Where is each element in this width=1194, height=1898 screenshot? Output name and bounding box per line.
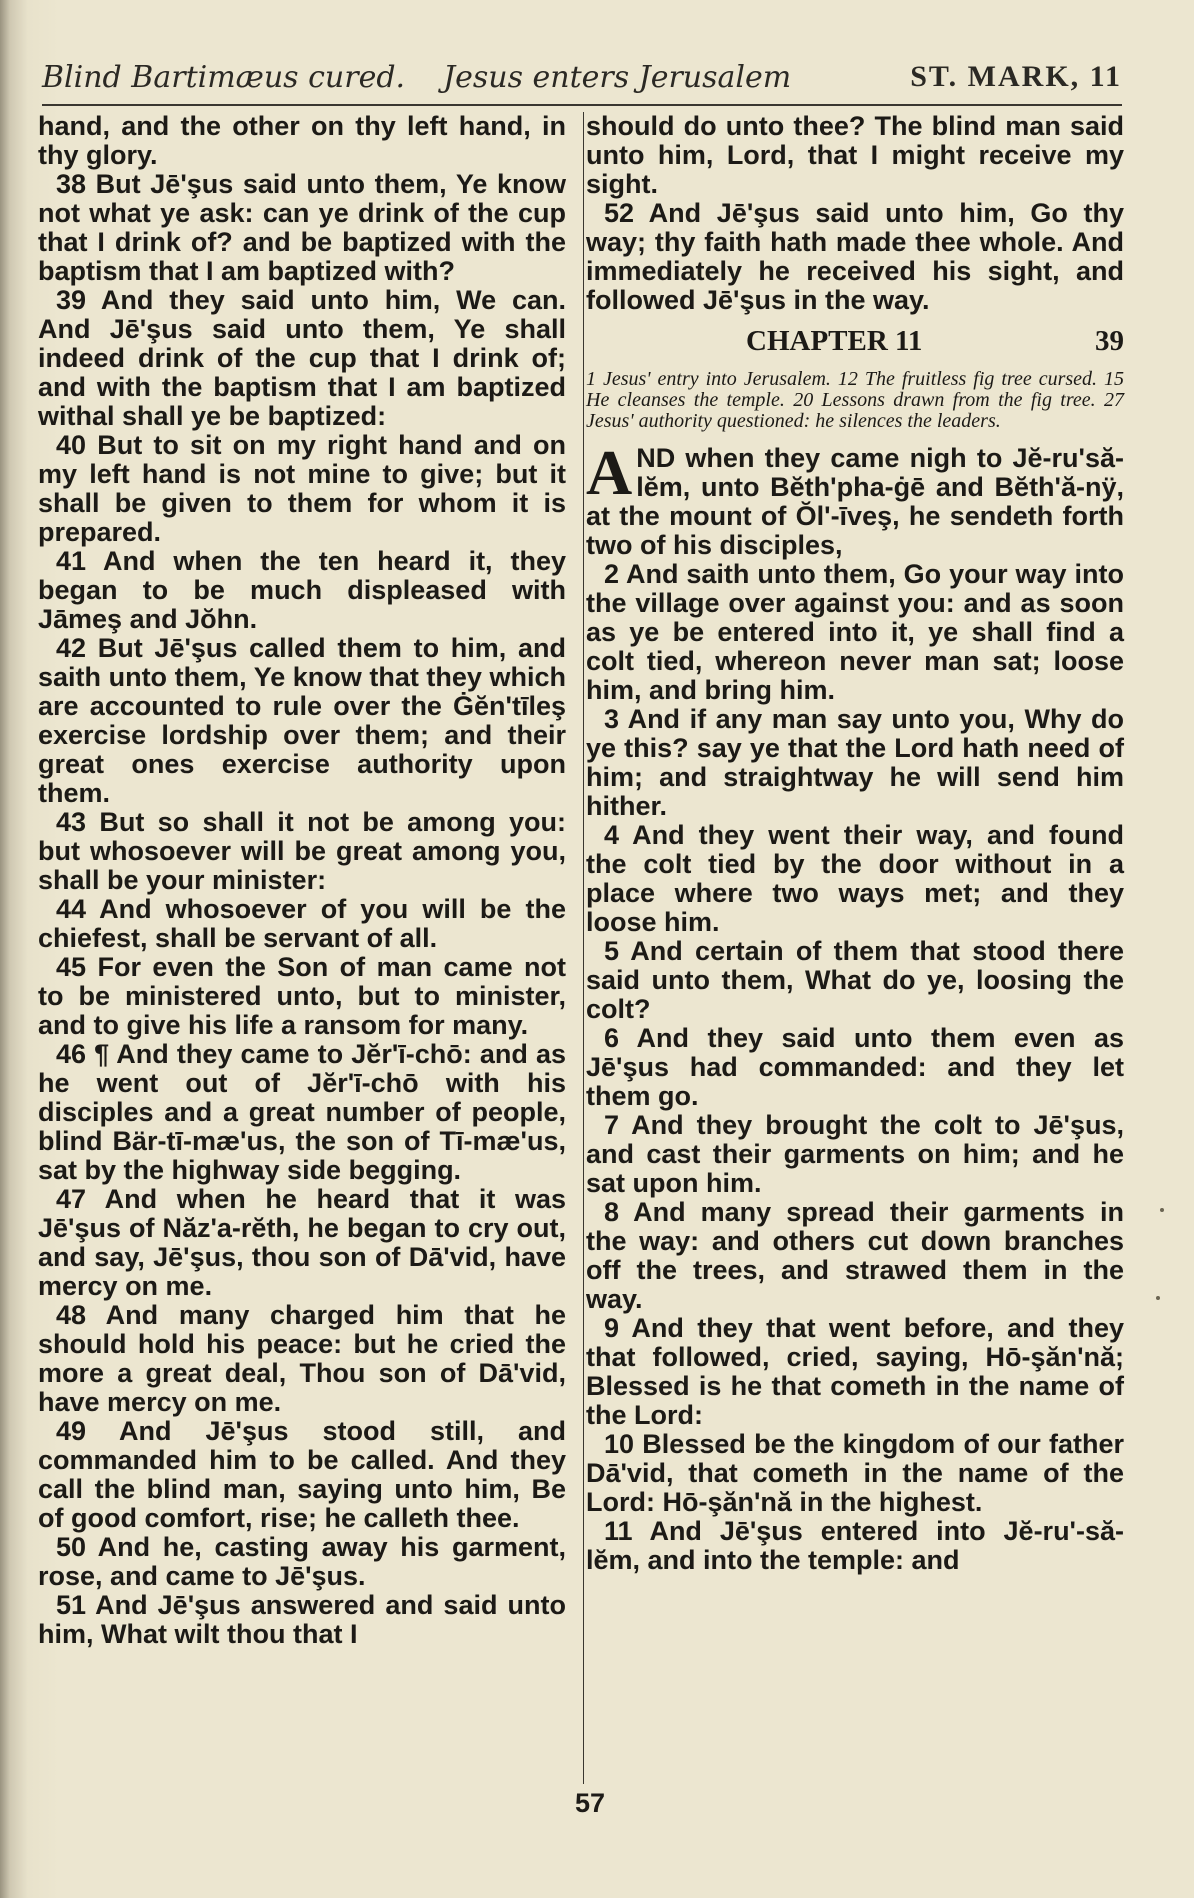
verse: 8 And many spread their garments in the way: and others cut down branches off the trees, and strawed them in the way.	[586, 1197, 1124, 1314]
chapter-heading	[586, 327, 1124, 359]
verse: should do unto thee? The blind man said unto him, Lord, that I might receive my sight.	[586, 111, 1124, 199]
page-number: 57	[574, 1788, 606, 1818]
verse: 39 And they said unto him, We can. And Jē'şus said unto them, Ye shall indeed drink of the cup that I drink of; and with the baptism that I am baptized withal shall ye be baptized:	[38, 285, 566, 431]
verse: 3 And if any man say unto you, Why do ye this? say ye that the Lord hath need of him; and straightway he will send him hither.	[586, 704, 1124, 821]
verse: 46 ¶ And they came to Jĕr'ī-chō: and as he went out of Jĕr'ī-chō with his disciples and a great number of people, blind Bär-tī-mæ'us, the son of Tī-mæ'us, sat by the highway side begging.	[38, 1039, 566, 1185]
running-header	[42, 52, 1122, 102]
header-topics	[42, 60, 791, 95]
header-rule	[42, 104, 1122, 106]
verse: 45 For even the Son of man came not to be ministered unto, but to minister, and to give his life a ransom for many.	[38, 952, 566, 1040]
verse: 5 And certain of them that stood there said unto them, What do ye, loosing the colt?	[586, 936, 1124, 1024]
verse: hand, and the other on thy left hand, in thy glory.	[38, 111, 566, 170]
chapter-summary: 1 Jesus' entry into Jerusalem. 12 The fruitless fig tree cursed. 15 He cleanses the temple. 20 Lessons drawn from the fig tree. 27 Jesus' authority questioned: he silences the leaders.	[586, 368, 1124, 432]
paper-speck	[1160, 1208, 1164, 1212]
verse: 38 But Jē'şus said unto them, Ye know not what ye ask: can ye drink of the cup that I drink of? and be baptized with the baptism that I am baptized with?	[38, 169, 566, 286]
verse: 10 Blessed be the kingdom of our father Dā'vid, that cometh in the name of the Lord: Hō-şăn'nă in the highest.	[586, 1429, 1124, 1517]
chapter-first-verse	[586, 437, 1124, 560]
chapter-reference-number: 39	[1095, 325, 1124, 357]
right-column	[586, 112, 1124, 1575]
verse: 40 But to sit on my right hand and on my left hand is not mine to give; but it shall be given to them for whom it is prepared.	[38, 430, 566, 547]
chapter-title: CHAPTER 11	[746, 325, 923, 357]
header-book-chapter: ST. MARK, 11	[910, 60, 1122, 93]
verse: 49 And Jē'şus stood still, and commanded him to be called. And they call the blind man, saying unto him, Be of good comfort, rise; he calleth thee.	[38, 1416, 566, 1533]
verse: 52 And Jē'şus said unto him, Go thy way; thy faith hath made thee whole. And immediately he received his sight, and followed Jē'şus in the way.	[586, 198, 1124, 315]
first-verse-text: ND when they came nigh to Jĕ-ru'să-lĕm, unto Bĕth'pha-ġē and Bĕth'ă-nÿ, at the mount of Ŏl'-īveş, he sendeth forth two of his disciples,	[586, 443, 1124, 560]
verse: 4 And they went their way, and found the colt tied by the door without in a place where two ways met; and they loose him.	[586, 820, 1124, 937]
verse: 44 And whosoever of you will be the chiefest, shall be servant of all.	[38, 894, 566, 953]
verse: 2 And saith unto them, Go your way into the village over against you: and as soon as ye be entered into it, ye shall find a colt tied, whereon never man sat; loose him, and bring him.	[586, 559, 1124, 705]
verse: 42 But Jē'şus called them to him, and saith unto them, Ye know that they which are accounted to rule over the Ġĕn'tīleş exercise lordship over them; and their great ones exercise authority upon them.	[38, 633, 566, 808]
verse: 43 But so shall it not be among you: but whosoever will be great among you, shall be your minister:	[38, 807, 566, 895]
verse: 9 And they that went before, and they that followed, cried, saying, Hō-şăn'nă; Blessed is he that cometh in the name of the Lord:	[586, 1313, 1124, 1430]
verse: 47 And when he heard that it was Jē'şus of Năz'a-rĕth, he began to cry out, and say, Jē'şus, thou son of Dā'vid, have mercy on me.	[38, 1184, 566, 1301]
verse: 11 And Jē'şus entered into Jĕ-ru'-să-lĕm, and into the temple: and	[586, 1516, 1124, 1575]
verse: 51 And Jē'şus answered and said unto him, What wilt thou that I	[38, 1590, 566, 1649]
left-column	[38, 112, 566, 1649]
drop-cap: A	[586, 437, 633, 508]
verse: 6 And they said unto them even as Jē'şus had commanded: and they let them go.	[586, 1023, 1124, 1111]
verse: 50 And he, casting away his garment, rose, and came to Jē'şus.	[38, 1532, 566, 1591]
verse: 7 And they brought the colt to Jē'şus, and cast their garments on him; and he sat upon him.	[586, 1110, 1124, 1198]
paper-speck	[1156, 1296, 1160, 1300]
header-topic-1: Blind Bartimæus cured.	[42, 60, 406, 95]
verse: 48 And many charged him that he should hold his peace: but he cried the more a great deal, Thou son of Dā'vid, have mercy on me.	[38, 1300, 566, 1417]
column-divider	[583, 112, 584, 1784]
header-topic-2: Jesus enters Jerusalem	[443, 60, 792, 95]
verse: 41 And when the ten heard it, they began to be much displeased with Jāmeş and Jŏhn.	[38, 546, 566, 634]
